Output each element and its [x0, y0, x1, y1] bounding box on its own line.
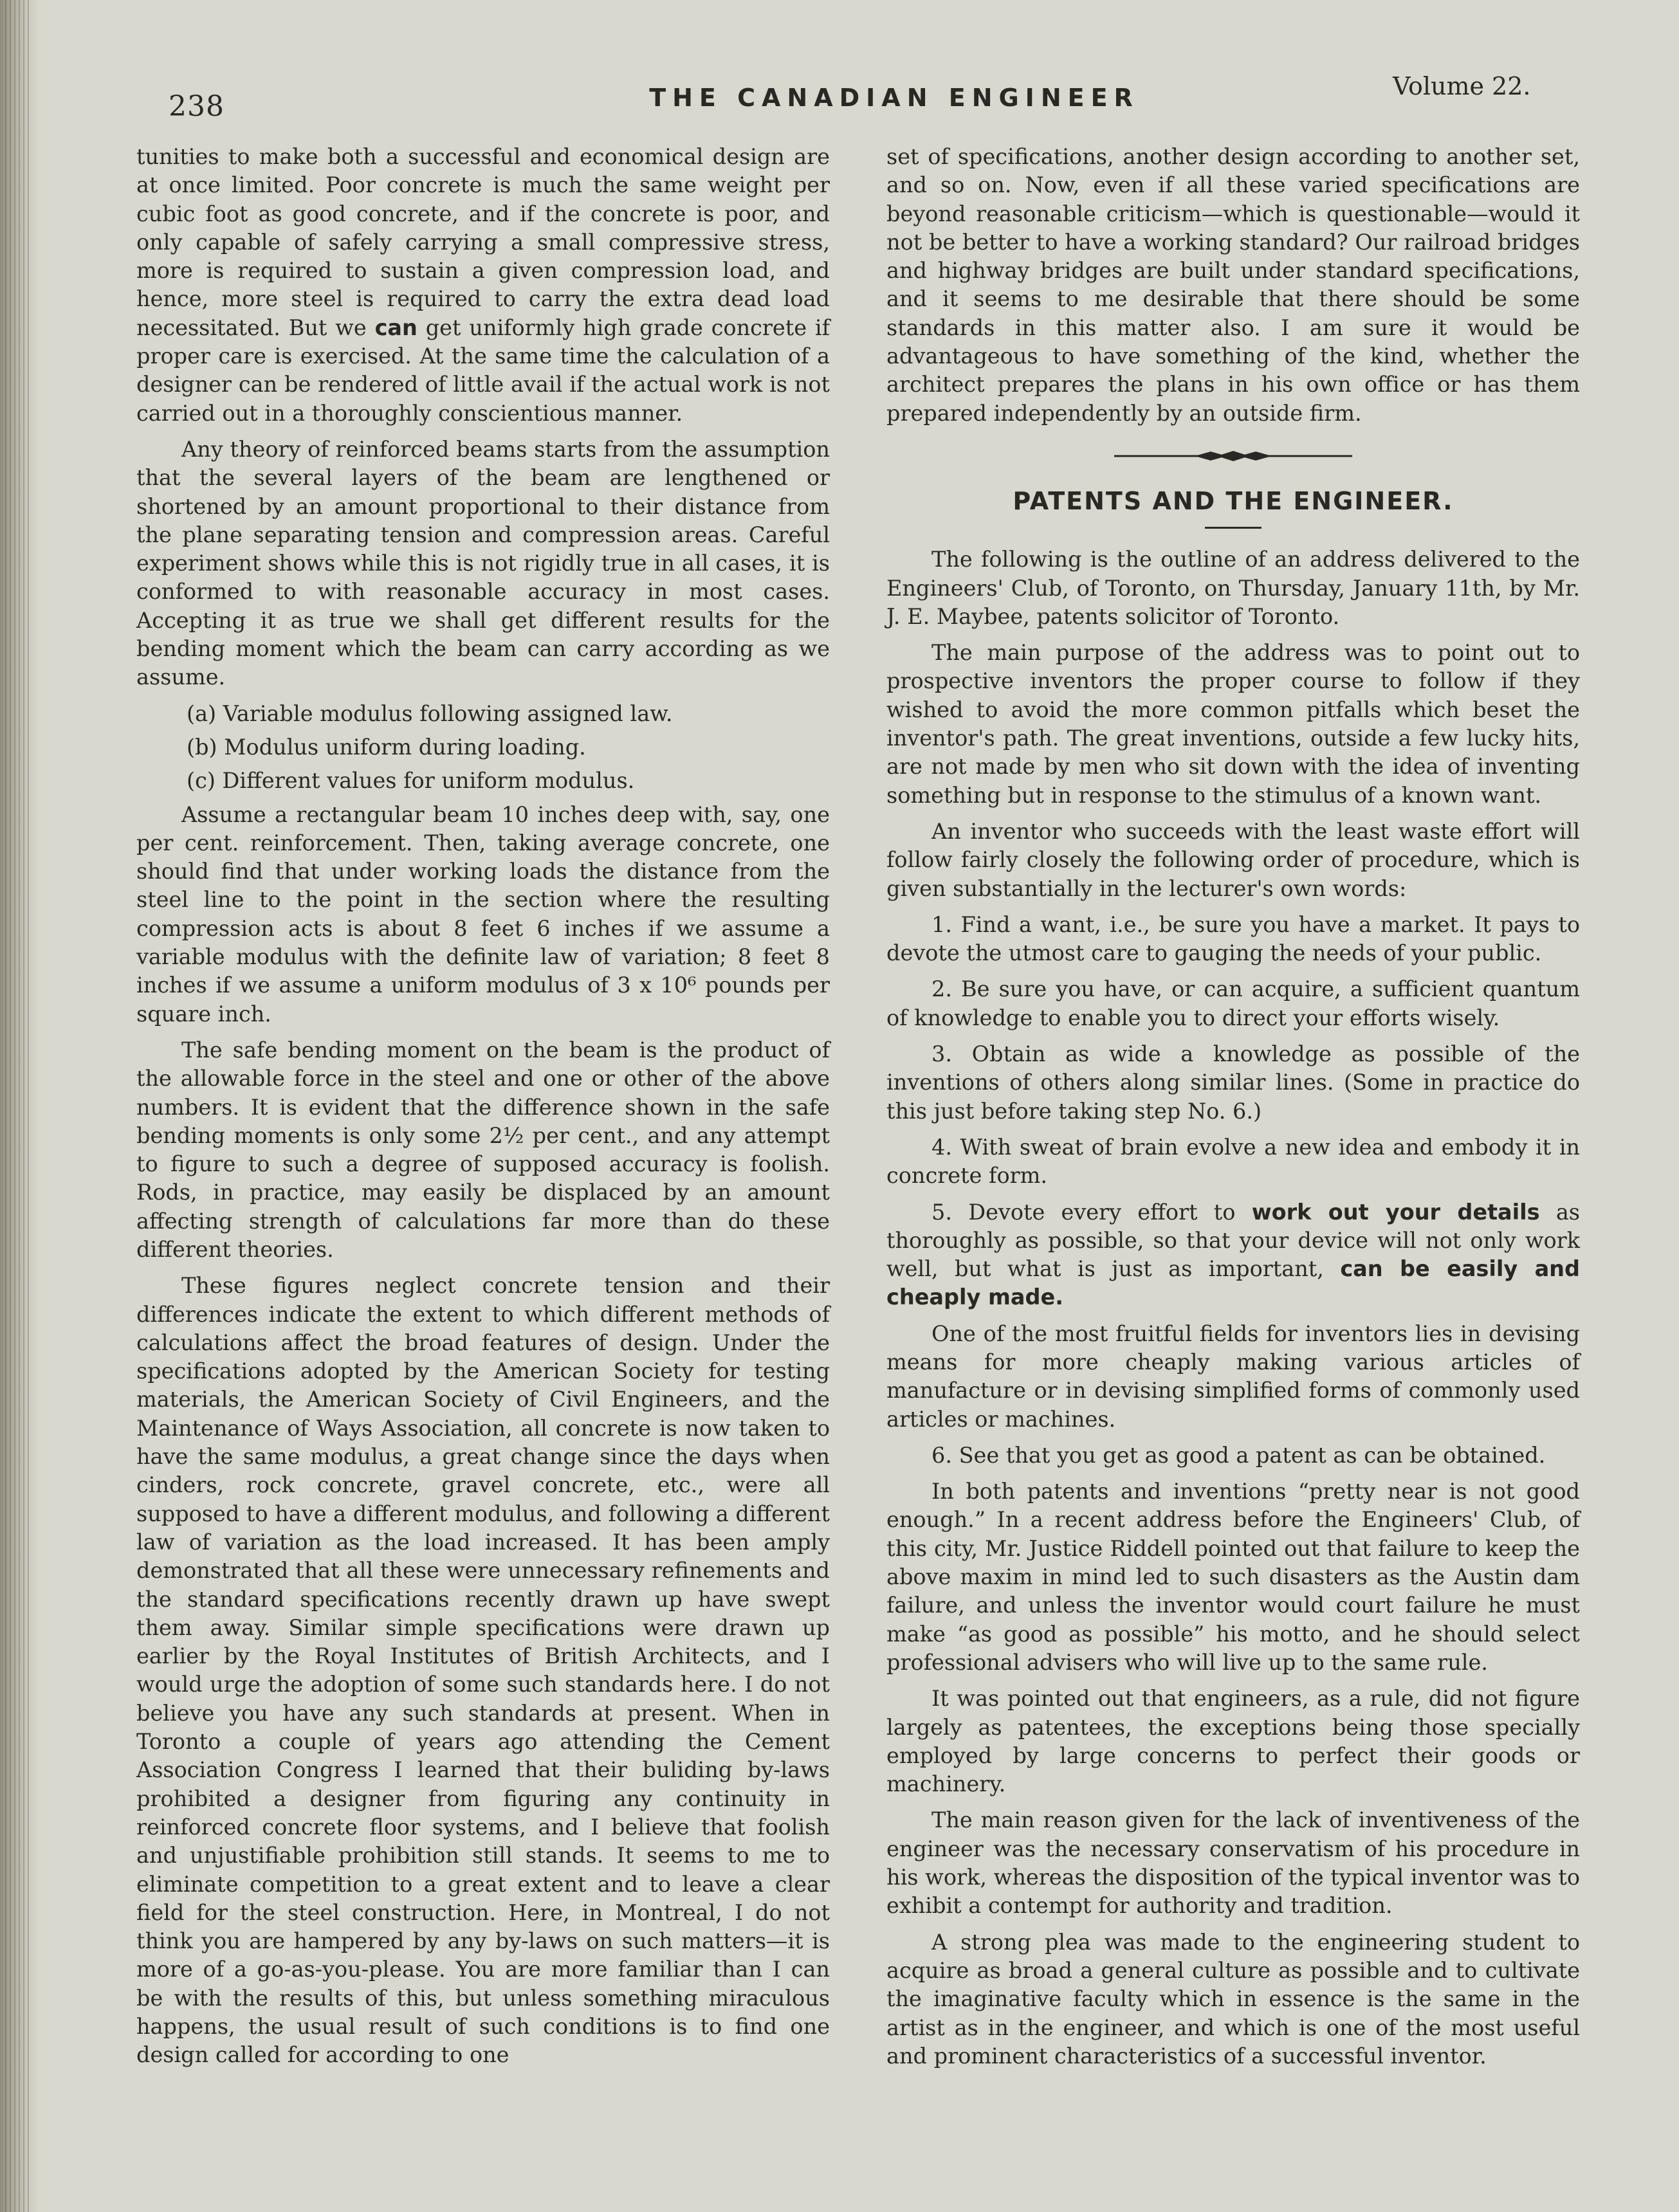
emphasis: can	[374, 315, 417, 340]
page-number: 238	[169, 90, 225, 123]
list-item: (b) Modulus uniform during loading.	[187, 734, 586, 760]
paragraph: Any theory of reinforced beams starts from the assumption that the several layers of the beam are lengthened or shortened by an amount proportional to their distance from the plane separating tension and compression areas. Careful experiment shows while this is not rigidly true in all cases, it is conformed to with reasonable accuracy in most cases. Accepting it as true we shall get different results for the bending moment which the beam can carry according as we assume.	[136, 436, 830, 690]
paragraph: An inventor who succeeds with the least waste effort will follow fairly closely the following order of procedure, which is given substantially in the lecturer's own words:	[886, 818, 1580, 901]
paragraph: The main purpose of the address was to point out to prospective inventors the proper course to follow if they wished to avoid the more common pitfalls which beset the inventor's path. The great inventions, outside a few lucky hits, are not made by men who sit down with the idea of inventing something but in response to the stimulus of a known want.	[886, 640, 1580, 808]
procedure-step: 6. See that you get as good a patent as can be obtained.	[931, 1442, 1546, 1468]
list-item: (c) Different values for uniform modulus.	[187, 768, 635, 794]
title-rule	[1205, 527, 1262, 529]
paragraph: tunities to make both a successful and economical design are at once limited. Poor concrete is much the same weight per cubic foot as good concrete, and if the concrete is poor, and only capable of safely carrying a small compressive stress, more is required to sustain a given compression load, and hence, more steel is required to carry the extra dead load necessitated. But we can get uniformly high grade concrete if proper care is exercised. At the same time the calculation of a designer can be rendered of little avail if the actual work is not carried out in a thoroughly conscientious manner.	[136, 144, 830, 426]
paragraph: set of specifications, another design according to another set, and so on. Now, even if all these varied specifications are beyond reasonable criticism—which is questionable—would it not be better to have a working standard? Our railroad bridges and highway bridges are built under standard specifications, and it seems to me desirable that there should be some standards in this matter also. I am sure it would be advantageous to have something of the kind, whether the architect prepares the plans in his own office or has them prepared independently by an outside firm.	[886, 144, 1580, 426]
paragraph: The main reason given for the lack of inventiveness of the engineer was the necessary conservatism of his procedure in his work, whereas the disposition of the typical inventor was to exhibit a contempt for authority and tradition.	[886, 1807, 1580, 1919]
paragraph: Assume a rectangular beam 10 inches deep with, say, one per cent. reinforcement. Then, taking average concrete, one should find that under working loads the distance from the steel line to the point in the section where the resulting compression acts is about 8 feet 6 inches if we assume a variable modulus with the definite law of variation; 8 feet 8 inches if we assume a uniform modulus of 3 x 10⁶ pounds per square inch.	[136, 801, 830, 1027]
procedure-step: 5. Devote every effort to work out your details as thoroughly as possible, so that your device will not only work well, but what is just as important, can be easily and cheaply made.	[886, 1199, 1580, 1310]
paragraph: One of the most fruitful fields for inventors lies in devising means for more cheaply making various articles of manufacture or in devising simplified forms of commonly used articles or machines.	[886, 1321, 1580, 1432]
section-divider-ornament	[1114, 450, 1352, 462]
paragraph: In both patents and inventions “pretty near is not good enough.” In a recent address before the Engineers' Club, of this city, Mr. Justice Riddell pointed out that failure to keep the above maxim in mind led to such disasters as the Austin dam failure, and unless the inventor would court failure he must make “as good as possible” his motto, and he should select professional advisers who will live up to the same rule.	[886, 1479, 1580, 1675]
right-column	[886, 143, 1580, 2078]
paragraph: The safe bending moment on the beam is the product of the allowable force in the steel and one or other of the above numbers. It is evident that the difference shown in the safe bending moments is only some 2½ per cent., and any attempt to figure to such a degree of supposed accuracy is foolish. Rods, in practice, may easily be displaced by an amount affecting strength of calculations far more than do these different theories.	[136, 1037, 830, 1262]
list-item: (a) Variable modulus following assigned law.	[187, 700, 673, 726]
procedure-step: 4. With sweat of brain evolve a new idea and embody it in concrete form.	[886, 1134, 1580, 1189]
procedure-step: 3. Obtain as wide a knowledge as possible of the inventions of others along similar lines. (Some in practice do this just before taking step No. 6.)	[886, 1041, 1580, 1124]
paragraph: The following is the outline of an address delivered to the Engineers' Club, of Toronto, on Thursday, January 11th, by Mr. J. E. Maybee, patents solicitor of Toronto.	[886, 547, 1580, 629]
running-head: THE CANADIAN ENGINEER	[649, 84, 1139, 112]
emphasis: work out your details	[1251, 1199, 1540, 1225]
procedure-step: 1. Find a want, i.e., be sure you have a market. It pays to devote the utmost care to gauging the needs of your public.	[886, 911, 1580, 966]
paragraph: It was pointed out that engineers, as a rule, did not figure largely as patentees, the exceptions being those specially employed by large concerns to perfect their goods or machinery.	[886, 1686, 1580, 1797]
emphasis: can be easily and cheaply made.	[886, 1256, 1580, 1310]
paragraph: A strong plea was made to the engineering student to acquire as broad a general culture as possible and to cultivate the imaginative faculty which in essence is the same in the artist as in the engineer, and which is one of the most useful and prominent characteristics of a successful inventor.	[886, 1929, 1580, 2069]
article-title: PATENTS AND THE ENGINEER.	[1013, 486, 1454, 515]
volume-label: Volume 22.	[1393, 72, 1531, 100]
page-edges	[5, 0, 31, 2212]
left-column	[136, 143, 830, 2078]
paragraph: These figures neglect concrete tension and their differences indicate the extent to which different methods of calculations affect the broad features of design. Under the specifications adopted by the American Society for testing materials, the American Society of Civil Engineers, and the Maintenance of Ways Association, all concrete is now taken to have the same modulus, a great change since the days when cinders, rock concrete, gravel concrete, etc., were all supposed to have a different modulus, and following a different law of variation as the load increased. It has been amply demonstrated that all these were unnecessary refinements and the standard specifications recently drawn up have swept them away. Similar simple specifications were drawn up earlier by the Royal Institutes of British Architects, and I would urge the adoption of some such standards here. I do not believe you have any such standards at present. When in Toronto a couple of years ago attending the Cement Association Congress I learned that their buliding by-laws prohibited a designer from figuring any continuity in reinforced concrete floor systems, and I believe that foolish and unjustifiable prohibition still stands. It seems to me to eliminate competition to a great extent and to leave a clear field for the steel construction. Here, in Montreal, I do not think you are hampered by any by-laws on such matters—it is more of a go-as-you-please. You are more familiar than I can be with the results of this, but unless something miraculous happens, the usual result of such conditions is to find one design called for according to one	[136, 1273, 830, 2068]
procedure-step: 2. Be sure you have, or can acquire, a sufficient quantum of knowledge to enable you to direct your efforts wisely.	[886, 976, 1580, 1030]
page-binding-edge	[0, 0, 40, 2212]
